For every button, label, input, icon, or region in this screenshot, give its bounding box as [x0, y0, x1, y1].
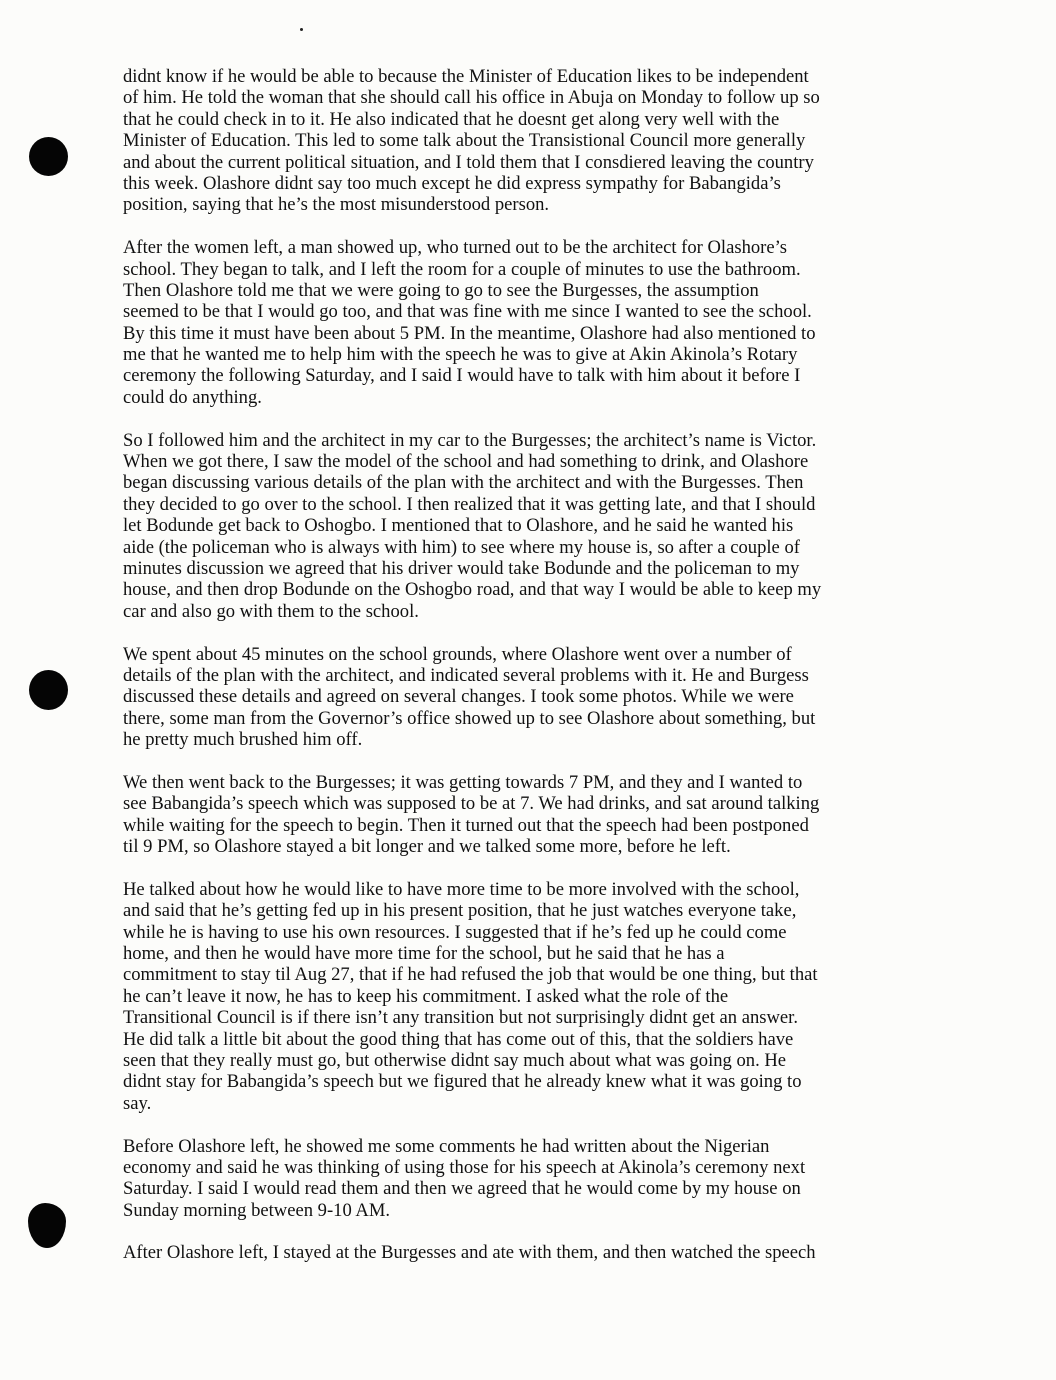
text-line: seen that they really must go, but otherwise didnt say much about what was going on. He — [123, 1049, 787, 1071]
text-line: and said that he’s getting fed up in his present position, that he just watches everyone take, — [123, 900, 797, 922]
text-line: could do anything. — [123, 386, 262, 408]
paragraph — [123, 644, 935, 751]
text-line: He did talk a little bit about the good thing that has come out of this, that the soldiers have — [123, 1028, 794, 1050]
text-line: ceremony the following Saturday, and I said I would have to talk with him about it before I — [123, 365, 801, 387]
text-line: aide (the policeman who is always with him) to see where my house is, so after a couple of — [123, 536, 800, 558]
text-line: seemed to be that I would go too, and that was fine with me since I wanted to see the school. — [123, 301, 812, 323]
text-line: he can’t leave it now, he has to keep his commitment. I asked what the role of the — [123, 985, 729, 1007]
text-line: commitment to stay til Aug 27, that if he had refused the job that would be one thing, but that — [123, 964, 818, 986]
text-line: car and also go with them to the school. — [123, 600, 419, 622]
text-line: We spent about 45 minutes on the school grounds, where Olashore went over a number of — [123, 643, 792, 665]
text-line: Before Olashore left, he showed me some comments he had written about the Nigerian — [123, 1135, 770, 1157]
text-line: After the women left, a man showed up, who turned out to be the architect for Olashore’s — [123, 237, 788, 259]
text-line: me that he wanted me to help him with the speech he was to give at Akin Akinola’s Rotary — [123, 344, 798, 366]
text-line: didnt know if he would be able to because the Minister of Education likes to be independent — [123, 66, 809, 87]
text-line: home, and then he would have more time for the school, but he said that he has a — [123, 943, 725, 965]
paragraph — [123, 1136, 935, 1222]
text-line: of him. He told the woman that she should call his office in Abuja on Monday to follow up so — [123, 87, 820, 109]
text-line: Saturday. I said I would read them and then we agreed that he would come by my house on — [123, 1178, 801, 1200]
text-line: while he is having to use his own resources. I suggested that if he’s fed up he could come — [123, 921, 787, 943]
text-line: began discussing various details of the plan with the architect and with the Burgesses. Then — [123, 472, 804, 494]
punch-hole-top — [29, 137, 68, 176]
text-line: So I followed him and the architect in my car to the Burgesses; the architect’s name is Victor. — [123, 429, 817, 451]
text-line: and about the current political situation, and I told them that I consdiered leaving the country — [123, 151, 814, 173]
text-line: details of the plan with the architect, and indicated several problems with it. He and Burgess — [123, 664, 809, 686]
text-line: economy and said he was thinking of using those for his speech at Akinola’s ceremony next — [123, 1156, 806, 1178]
text-line: see Babangida’s speech which was supposed to be at 7. We had drinks, and sat around talking — [123, 793, 820, 815]
text-line: When we got there, I saw the model of the school and had something to drink, and Olashore — [123, 451, 809, 473]
text-line: He talked about how he would like to have more time to be more involved with the school, — [123, 878, 800, 900]
text-line: position, saying that he’s the most misunderstood person. — [123, 194, 550, 216]
text-line: didnt stay for Babangida’s speech but we figured that he already knew what it was going to — [123, 1071, 802, 1093]
text-line: By this time it must have been about 5 PM. In the meantime, Olashore had also mentioned to — [123, 322, 816, 344]
text-line: school. They began to talk, and I left the room for a couple of minutes to use the bathroom. — [123, 258, 801, 280]
punch-hole-middle — [29, 670, 68, 710]
paragraph — [123, 66, 935, 216]
paragraph — [123, 430, 935, 623]
document-body — [123, 66, 935, 1285]
paragraph — [123, 1242, 935, 1263]
text-line: say. — [123, 1092, 152, 1114]
text-line: house, and then drop Bodunde on the Oshogbo road, and that way I would be able to keep my — [123, 579, 822, 601]
text-line: that he could check in to it. He also indicated that he doesnt get along very well with the — [123, 108, 780, 130]
text-line: they decided to go over to the school. I then realized that it was getting late, and that I should — [123, 493, 816, 515]
text-line: he pretty much brushed him off. — [123, 729, 363, 751]
text-line: Then Olashore told me that we were going to go to see the Burgesses, the assumption — [123, 279, 759, 301]
paper-speck — [300, 28, 303, 31]
text-line: this week. Olashore didnt say too much except he did express sympathy for Babangida’s — [123, 172, 781, 194]
text-line: til 9 PM, so Olashore stayed a bit longer and we talked some more, before he left. — [123, 836, 731, 858]
text-line: there, some man from the Governor’s office showed up to see Olashore about something, but — [123, 707, 816, 729]
paragraph — [123, 237, 935, 408]
text-line: Minister of Education. This led to some talk about the Transistional Council more generally — [123, 130, 806, 152]
punch-hole-bottom — [28, 1203, 66, 1248]
text-line: After Olashore left, I stayed at the Burgesses and ate with them, and then watched the speech — [123, 1242, 816, 1264]
text-line: We then went back to the Burgesses; it was getting towards 7 PM, and they and I wanted to — [123, 771, 803, 793]
text-line: minutes discussion we agreed that his driver would take Bodunde and the policeman to my — [123, 557, 800, 579]
text-line: let Bodunde get back to Oshogbo. I mentioned that to Olashore, and he said he wanted his — [123, 515, 794, 537]
text-line: Sunday morning between 9-10 AM. — [123, 1199, 390, 1221]
text-line: while waiting for the speech to begin. Then it turned out that the speech had been postponed — [123, 814, 809, 836]
paragraph — [123, 772, 935, 858]
text-line: discussed these details and agreed on several changes. I took some photos. While we were — [123, 686, 794, 708]
text-line: Transitional Council is if there isn’t any transition but not surprisingly didnt get an answer. — [123, 1007, 798, 1029]
paragraph — [123, 879, 935, 1114]
